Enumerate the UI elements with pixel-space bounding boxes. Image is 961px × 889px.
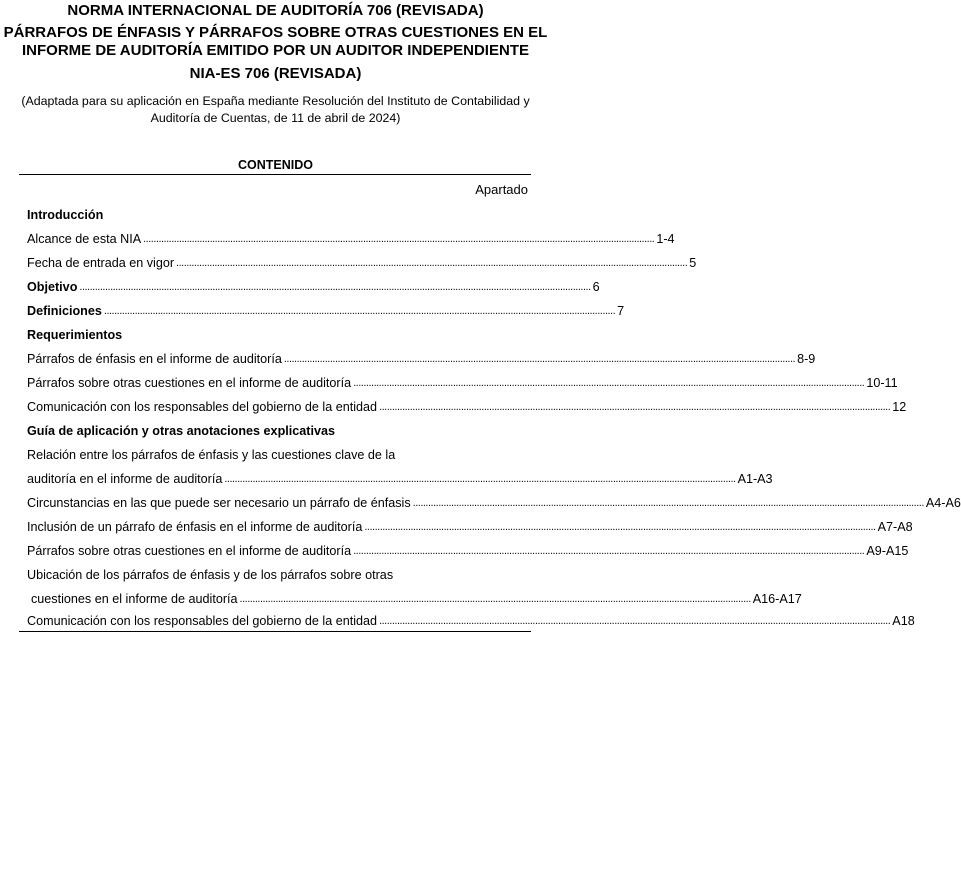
toc-entry-ref: 8-9 <box>797 352 816 366</box>
toc-entry-label: Párrafos sobre otras cuestiones en el informe de auditoría <box>27 544 352 558</box>
dot-leader: ........................................................................................................................................................................................................ <box>353 545 865 557</box>
toc-entry-guia-comunicacion[interactable] <box>27 609 915 633</box>
toc-entry-req-enfasis[interactable] <box>27 347 816 371</box>
toc-entry-ref: 12 <box>892 400 907 414</box>
dot-leader: ........................................................................................................................................................................................................ <box>79 281 591 293</box>
toc-entry-alcance[interactable] <box>27 227 675 251</box>
toc-entry-ref: A7-A8 <box>877 520 913 534</box>
toc-entry-label: Párrafos sobre otras cuestiones en el informe de auditoría <box>27 376 352 390</box>
standard-subject-line-2: INFORME DE AUDITORÍA EMITIDO POR UN AUDITOR INDEPENDIENTE <box>22 42 529 59</box>
dot-leader: ........................................................................................................................................................................................................ <box>379 615 891 627</box>
section-heading-guia: Guía de aplicación y otras anotaciones explicativas <box>27 424 335 438</box>
dot-leader: ........................................................................................................................................................................................................ <box>176 257 688 269</box>
toc-entry-req-otras[interactable] <box>27 371 898 395</box>
dot-leader: ........................................................................................................................................................................................................ <box>239 593 751 605</box>
toc-entry-ref: 7 <box>617 304 625 318</box>
toc-entry-ref: 1-4 <box>656 232 675 246</box>
toc-entry-label: Párrafos de énfasis en el informe de auditoría <box>27 352 282 366</box>
toc-entry-ubicacion[interactable] <box>31 587 802 611</box>
toc-entry-relacion[interactable] <box>27 467 773 491</box>
dot-leader: ........................................................................................................................................................................................................ <box>379 401 891 413</box>
dot-leader: ........................................................................................................................................................................................................ <box>143 233 655 245</box>
toc-entry-label: auditoría en el informe de auditoría <box>27 472 223 486</box>
toc-entry-ref: A4-A6 <box>925 496 961 510</box>
toc-entry-label: Alcance de esta NIA <box>27 232 142 246</box>
toc-entry-definiciones[interactable] <box>27 299 625 323</box>
toc-entry-label: Fecha de entrada en vigor <box>27 256 175 270</box>
toc-entry-label: Comunicación con los responsables del gobierno de la entidad <box>27 400 378 414</box>
toc-entry-inclusion[interactable] <box>27 515 913 539</box>
toc-entry-ubicacion-line1: Ubicación de los párrafos de énfasis y de los párrafos sobre otras <box>27 568 394 582</box>
toc-entry-req-comunicacion[interactable] <box>27 395 907 419</box>
standard-code: NIA-ES 706 (REVISADA) <box>189 65 362 82</box>
dot-leader: ........................................................................................................................................................................................................ <box>224 473 736 485</box>
dot-leader: ........................................................................................................................................................................................................ <box>353 377 865 389</box>
toc-entry-circunstancias[interactable] <box>27 491 961 515</box>
toc-entry-ref: A9-A15 <box>866 544 909 558</box>
dot-leader: ........................................................................................................................................................................................................ <box>364 521 876 533</box>
contents-top-rule <box>19 174 531 175</box>
dot-leader: ........................................................................................................................................................................................................ <box>412 497 924 509</box>
contents-heading: CONTENIDO <box>238 158 313 172</box>
toc-entry-guia-otras[interactable] <box>27 539 909 563</box>
toc-entry-label: Circunstancias en las que puede ser necesario un párrafo de énfasis <box>27 496 411 510</box>
dot-leader: ........................................................................................................................................................................................................ <box>103 305 616 317</box>
standard-subject-line-1: PÁRRAFOS DE ÉNFASIS Y PÁRRAFOS SOBRE OTRAS CUESTIONES EN EL <box>3 24 548 41</box>
toc-entry-relacion-line1: Relación entre los párrafos de énfasis y las cuestiones clave de la <box>27 448 396 462</box>
toc-entry-ref: A1-A3 <box>737 472 773 486</box>
contents-bottom-rule <box>19 631 531 632</box>
toc-entry-ref: 5 <box>689 256 697 270</box>
toc-entry-objetivo[interactable] <box>27 275 600 299</box>
toc-entry-label: Objetivo <box>27 280 78 294</box>
toc-entry-ref: A18 <box>892 614 915 628</box>
toc-entry-ref: 6 <box>592 280 600 294</box>
toc-entry-ref: A16-A17 <box>752 592 802 606</box>
adaptation-note: (Adaptada para su aplicación en España mediante Resolución del Instituto de Contabilidad y Auditoría de Cuentas, de 11 de abril de 2024) <box>21 94 530 125</box>
section-heading-requerimientos: Requerimientos <box>27 328 123 342</box>
toc-entry-label: cuestiones en el informe de auditoría <box>31 592 238 606</box>
toc-entry-label: Inclusión de un párrafo de énfasis en el informe de auditoría <box>27 520 363 534</box>
standard-subject <box>0 24 551 60</box>
standard-title: NORMA INTERNACIONAL DE AUDITORÍA 706 (REVISADA) <box>67 2 484 19</box>
toc-entry-label: Comunicación con los responsables del gobierno de la entidad <box>27 614 378 628</box>
toc-entry-label: Definiciones <box>27 304 102 318</box>
column-label: Apartado <box>475 182 528 197</box>
toc-entry-ref: 10-11 <box>866 376 898 390</box>
section-heading-introduccion: Introducción <box>27 208 104 222</box>
dot-leader: ........................................................................................................................................................................................................ <box>283 353 796 365</box>
toc-entry-fecha[interactable] <box>27 251 697 275</box>
